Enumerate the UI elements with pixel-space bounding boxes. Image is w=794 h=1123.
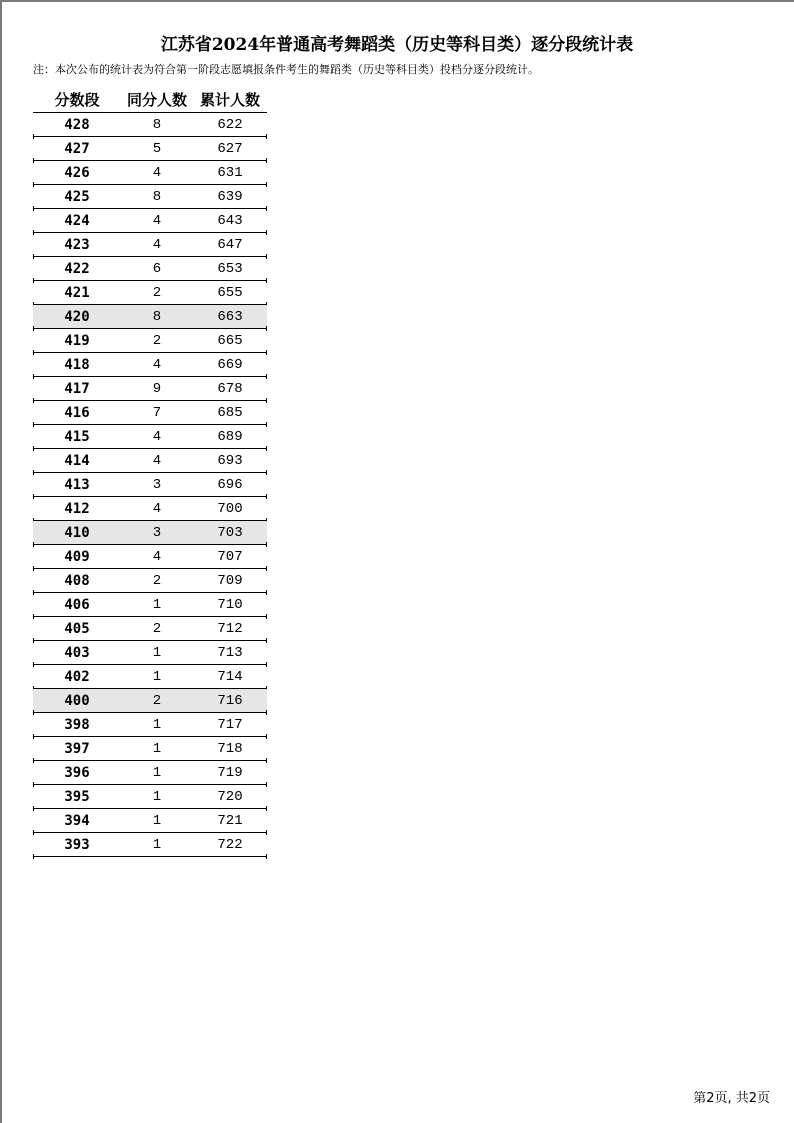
cumulative-count-cell: 716: [217, 692, 243, 709]
score-cell: 395: [64, 788, 90, 805]
cumulative-count-cell: 669: [217, 356, 243, 373]
score-cell: 398: [64, 716, 90, 733]
cumulative-count-cell: 718: [217, 740, 243, 757]
header-same-count: 同分人数: [126, 90, 187, 109]
table-row: [33, 641, 267, 665]
score-cell: 409: [64, 548, 90, 565]
header-score: 分数段: [54, 90, 100, 109]
same-count-cell: 6: [152, 260, 162, 277]
table-row: [33, 161, 267, 185]
same-count-cell: 1: [152, 764, 162, 781]
table-row: [33, 473, 267, 497]
same-count-cell: 4: [152, 428, 162, 445]
cumulative-count-cell: 707: [217, 548, 243, 565]
page-border-top: [0, 0, 794, 2]
table-row: [33, 377, 267, 401]
score-cell: 423: [64, 236, 90, 253]
score-cell: 397: [64, 740, 90, 757]
same-count-cell: 1: [152, 644, 162, 661]
score-cell: 421: [64, 284, 90, 301]
same-count-cell: 4: [152, 212, 162, 229]
table-row: [33, 305, 267, 329]
same-count-cell: 1: [152, 668, 162, 685]
cumulative-count-cell: 700: [217, 500, 243, 517]
same-count-cell: 9: [152, 380, 162, 397]
cumulative-count-cell: 717: [217, 716, 243, 733]
cumulative-count-cell: 685: [217, 404, 243, 421]
same-count-cell: 4: [152, 548, 162, 565]
score-cell: 394: [64, 812, 90, 829]
table-row: [33, 761, 267, 785]
score-cell: 428: [64, 116, 90, 133]
score-cell: 414: [64, 452, 90, 469]
score-cell: 408: [64, 572, 90, 589]
cumulative-count-cell: 643: [217, 212, 243, 229]
table-row: [33, 521, 267, 545]
score-cell: 416: [64, 404, 90, 421]
same-count-cell: 1: [152, 812, 162, 829]
same-count-cell: 2: [152, 332, 162, 349]
cumulative-count-cell: 721: [217, 812, 243, 829]
score-cell: 400: [64, 692, 90, 709]
score-cell: 396: [64, 764, 90, 781]
table-row: [33, 425, 267, 449]
score-cell: 413: [64, 476, 90, 493]
same-count-cell: 1: [152, 716, 162, 733]
table-row: [33, 593, 267, 617]
cumulative-count-cell: 655: [217, 284, 243, 301]
score-distribution-table: [33, 86, 267, 857]
cumulative-count-cell: 713: [217, 644, 243, 661]
same-count-cell: 5: [152, 140, 162, 157]
same-count-cell: 8: [152, 308, 162, 325]
cumulative-count-cell: 703: [217, 524, 243, 541]
score-cell: 420: [64, 308, 90, 325]
table-row: [33, 257, 267, 281]
same-count-cell: 2: [152, 692, 162, 709]
table-row: [33, 233, 267, 257]
table-row: [33, 665, 267, 689]
same-count-cell: 1: [152, 836, 162, 853]
score-cell: 418: [64, 356, 90, 373]
score-cell: 422: [64, 260, 90, 277]
table-row: [33, 497, 267, 521]
table-row: [33, 713, 267, 737]
table-row: [33, 137, 267, 161]
table-row: [33, 617, 267, 641]
score-cell: 419: [64, 332, 90, 349]
table-row: [33, 449, 267, 473]
table-row: [33, 737, 267, 761]
same-count-cell: 1: [152, 740, 162, 757]
cumulative-count-cell: 631: [217, 164, 243, 181]
cumulative-count-cell: 720: [217, 788, 243, 805]
cumulative-count-cell: 709: [217, 572, 243, 589]
cumulative-count-cell: 710: [217, 596, 243, 613]
same-count-cell: 2: [152, 284, 162, 301]
cumulative-count-cell: 696: [217, 476, 243, 493]
score-cell: 425: [64, 188, 90, 205]
same-count-cell: 8: [152, 116, 162, 133]
cumulative-count-cell: 627: [217, 140, 243, 157]
table-row: [33, 785, 267, 809]
same-count-cell: 2: [152, 572, 162, 589]
score-cell: 402: [64, 668, 90, 685]
table-row: [33, 833, 267, 857]
score-cell: 412: [64, 500, 90, 517]
same-count-cell: 3: [152, 524, 162, 541]
same-count-cell: 7: [152, 404, 162, 421]
header-cumulative-count: 累计人数: [199, 90, 260, 109]
score-cell: 424: [64, 212, 90, 229]
score-cell: 417: [64, 380, 90, 397]
table-row: [33, 113, 267, 137]
same-count-cell: 4: [152, 356, 162, 373]
same-count-cell: 8: [152, 188, 162, 205]
cumulative-count-cell: 653: [217, 260, 243, 277]
page-number: 第2页, 共2页: [693, 1091, 770, 1106]
cumulative-count-cell: 719: [217, 764, 243, 781]
document-title: 江苏省2024年普通高考舞蹈类（历史等科目类）逐分段统计表: [160, 35, 634, 55]
document-note: 注：本次公布的统计表为符合第一阶段志愿填报条件考生的舞蹈类（历史等科目类）投档分逐分段统计。: [33, 63, 539, 76]
score-cell: 405: [64, 620, 90, 637]
table-row: [33, 401, 267, 425]
cumulative-count-cell: 665: [217, 332, 243, 349]
same-count-cell: 4: [152, 452, 162, 469]
same-count-cell: 4: [152, 164, 162, 181]
same-count-cell: 4: [152, 236, 162, 253]
table-row: [33, 569, 267, 593]
cumulative-count-cell: 622: [217, 116, 243, 133]
page-border-left: [0, 0, 2, 1123]
table-row: [33, 545, 267, 569]
cumulative-count-cell: 712: [217, 620, 243, 637]
table-row: [33, 353, 267, 377]
score-cell: 393: [64, 836, 90, 853]
table-body: [33, 113, 267, 857]
same-count-cell: 4: [152, 500, 162, 517]
table-row: [33, 185, 267, 209]
table-row: [33, 329, 267, 353]
same-count-cell: 3: [152, 476, 162, 493]
table-row: [33, 281, 267, 305]
cumulative-count-cell: 639: [217, 188, 243, 205]
same-count-cell: 2: [152, 620, 162, 637]
score-cell: 410: [64, 524, 90, 541]
cumulative-count-cell: 663: [217, 308, 243, 325]
cumulative-count-cell: 689: [217, 428, 243, 445]
cumulative-count-cell: 714: [217, 668, 243, 685]
score-cell: 427: [64, 140, 90, 157]
same-count-cell: 1: [152, 596, 162, 613]
score-cell: 426: [64, 164, 90, 181]
score-cell: 415: [64, 428, 90, 445]
cumulative-count-cell: 647: [217, 236, 243, 253]
table-row: [33, 209, 267, 233]
table-header: [33, 86, 267, 113]
score-cell: 403: [64, 644, 90, 661]
cumulative-count-cell: 693: [217, 452, 243, 469]
score-cell: 406: [64, 596, 90, 613]
table-row: [33, 689, 267, 713]
same-count-cell: 1: [152, 788, 162, 805]
table-row: [33, 809, 267, 833]
cumulative-count-cell: 678: [217, 380, 243, 397]
cumulative-count-cell: 722: [217, 836, 243, 853]
